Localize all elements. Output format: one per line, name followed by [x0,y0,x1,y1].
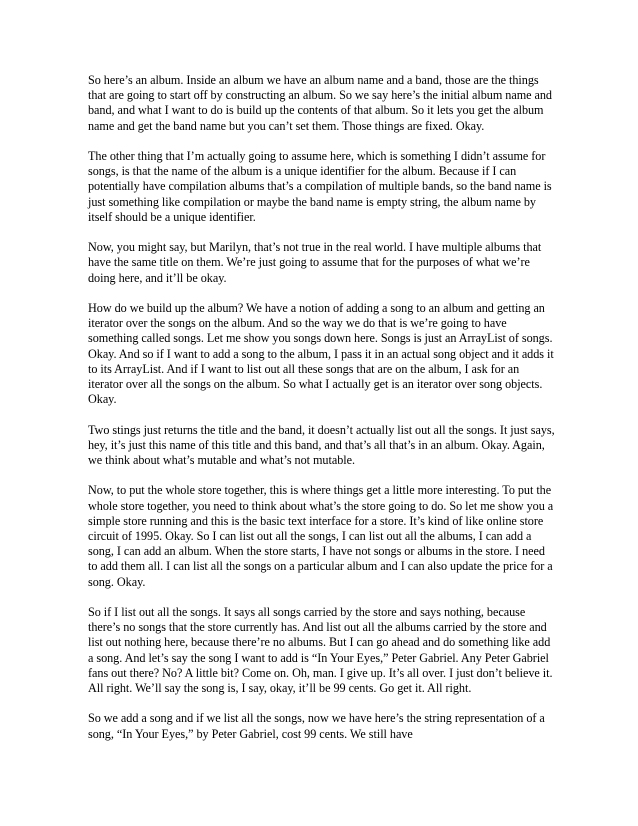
paragraph-2: The other thing that I’m actually going to assume here, which is something I didn’t assume for songs, is that the name of the album is a unique identifier for the album. Because if I can potentially have compilation albums that’s a compilation of multiple bands, so the band name is just something like compilation or maybe the band name is empty string, the album name by itself should be a unique identifier. [88,149,552,224]
paragraph-8: So we add a song and if we list all the songs, now we have here’s the string representation of a song, “In Your Eyes,” by Peter Gabriel, cost 99 cents. We still have [88,711,545,741]
paragraph-7: So if I list out all the songs. It says all songs carried by the store and says nothing, because there’s no songs that the store currently has. And list out all the albums carried by the store and list out nothing here, because there’re no albums. But I can go ahead and do something like add a song. And let’s say the song I want to add is “In Your Eyes,” Peter Gabriel. Any Peter Gabriel fans out there? No? A little bit? Come on. Oh, man. I give up. It’s all over. I just don’t believe it. All right. We’ll say the song is, I say, okay, it’ll be 99 cents. Go get it. All right. [88,605,553,696]
paragraph-1: So here’s an album. Inside an album we have an album name and a band, those are the things that are going to start off by constructing an album. So we say here’s the initial album name and band, and what I want to do is build up the contents of that album. So it lets you get the album name and get the band name but you can’t set them. Those things are fixed. Okay. [88,73,552,133]
paragraph-4: How do we build up the album? We have a notion of adding a song to an album and getting an iterator over the songs on the album. And so the way we do that is we’re going to have something called songs. Let me show you songs down here. Songs is just an ArrayList of songs. Okay. And so if I want to add a song to the album, I pass it in an actual song object and it adds it to its ArrayList. And if I want to list out all these songs that are on the album, I ask for an iterator over all the songs on the album. So what I actually get is an iterator over song objects. Okay. [88,301,554,407]
document-page [88,73,556,757]
paragraph-3: Now, you might say, but Marilyn, that’s not true in the real world. I have multiple albums that have the same title on them. We’re just going to assume that for the purposes of what we’re doing here, and it’ll be okay. [88,240,542,285]
paragraph-5: Two stings just returns the title and the band, it doesn’t actually list out all the songs. It just says, hey, it’s just this name of this title and this band, and that’s all that’s in an album. Okay. Again, we think about what’s mutable and what’s not mutable. [88,422,555,468]
paragraph-6: Now, to put the whole store together, this is where things get a little more interesting. To put the whole store together, you need to think about what’s the store going to do. So let me show you a simple store running and this is the basic text interface for a store. It’s kind of like online store circuit of 1995. Okay. So I can list out all the songs, I can list out all the albums, I can add a song, I can add an album. When the store starts, I have not songs or albums in the store. I need to add them all. I can list all the songs on a particular album and I can also update the price for a song. Okay. [88,483,554,589]
